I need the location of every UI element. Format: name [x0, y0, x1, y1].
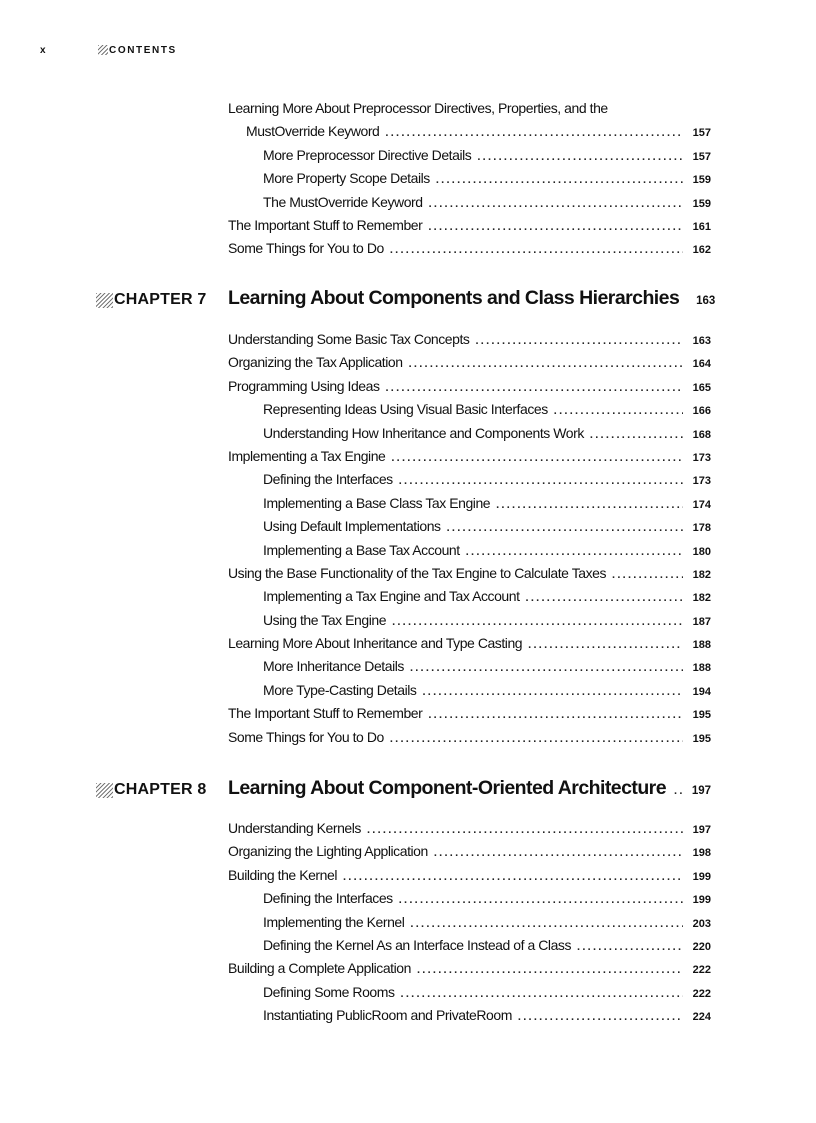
dot-leader	[399, 471, 683, 491]
toc-page-number: 182	[692, 592, 711, 605]
toc-entry-title: Implementing a Base Class Tax Engine	[263, 494, 491, 511]
toc-page-number: 166	[692, 405, 711, 418]
dot-leader	[590, 425, 683, 445]
toc-entry[interactable]	[0, 703, 816, 726]
toc-page-number: 194	[692, 685, 711, 698]
toc-entry[interactable]	[0, 727, 816, 750]
toc-entry-title: Implementing the Kernel	[263, 913, 405, 930]
toc-subentry[interactable]	[0, 912, 816, 935]
toc-entry-title: The Important Stuff to Remember	[228, 705, 423, 722]
toc-subentry[interactable]	[0, 888, 816, 911]
toc-entry-title: MustOverride Keyword	[246, 123, 380, 140]
toc-entry-title: Some Things for You to Do	[228, 240, 384, 257]
toc-entry-title: Building the Kernel	[228, 866, 337, 883]
chapter-7-heading[interactable]	[0, 287, 816, 317]
toc-entry[interactable]	[0, 865, 816, 888]
dot-leader	[434, 843, 683, 863]
toc-entry-title: Defining Some Rooms	[263, 983, 395, 1000]
dot-leader	[428, 217, 683, 237]
toc-entry[interactable]	[0, 563, 816, 586]
toc-subentry[interactable]	[0, 493, 816, 516]
toc-subentry[interactable]	[0, 586, 816, 609]
toc-entry-title: Building a Complete Application	[228, 960, 411, 977]
toc-page-number: 159	[692, 174, 711, 187]
toc-entry-title: More Type-Casting Details	[263, 681, 417, 698]
toc-page-number: 203	[692, 917, 711, 930]
dot-leader	[385, 123, 683, 143]
dot-leader	[528, 635, 683, 655]
toc-entry-title: Some Things for You to Do	[228, 728, 384, 745]
toc-section-continued	[0, 98, 816, 262]
dot-leader	[577, 937, 683, 957]
toc-page-number: 165	[692, 381, 711, 394]
toc-entry-title: Defining the Kernel As an Interface Instead of a Class	[263, 936, 572, 953]
toc-entry[interactable]	[0, 958, 816, 981]
toc-page-number: 159	[692, 197, 711, 210]
toc-subentry[interactable]	[0, 656, 816, 679]
toc-entry-title: More Preprocessor Directive Details	[263, 146, 472, 163]
toc-subentry[interactable]	[0, 423, 816, 446]
toc-entry-title: Learning More About Inheritance and Type Casting	[228, 635, 523, 652]
toc-subentry[interactable]	[0, 192, 816, 215]
toc-page-number: 188	[692, 639, 711, 652]
chapter-title: Learning About Component-Oriented Architecture	[228, 777, 667, 799]
toc-entry-title: The MustOverride Keyword	[263, 193, 423, 210]
toc-entry[interactable]	[0, 841, 816, 864]
dot-leader	[496, 495, 683, 515]
toc-subentry[interactable]	[0, 540, 816, 563]
toc-entry-title: Representing Ideas Using Visual Basic Interfaces	[263, 401, 548, 418]
toc-entry[interactable]	[0, 329, 816, 352]
chapter-number: CHAPTER 7	[114, 291, 207, 308]
dot-leader	[447, 518, 683, 538]
toc-page-number: 188	[692, 662, 711, 675]
dot-leader	[401, 984, 683, 1004]
toc-page-number: 182	[692, 568, 711, 581]
toc-page-number: 197	[692, 824, 711, 836]
toc-page-number: 220	[692, 940, 711, 953]
toc-page-number: 168	[692, 428, 711, 441]
dot-leader	[674, 785, 683, 797]
dot-leader	[399, 890, 683, 910]
dot-leader	[386, 378, 684, 398]
toc-entry-title: Understanding Some Basic Tax Concepts	[228, 331, 470, 347]
dot-leader	[367, 820, 683, 840]
toc-entry-title: Using Default Implementations	[263, 518, 441, 535]
toc-page-number: 173	[692, 475, 711, 488]
toc-entry-title: More Inheritance Details	[263, 658, 404, 675]
toc-entry[interactable]	[0, 376, 816, 399]
toc-subentry[interactable]	[0, 680, 816, 703]
toc-entry-title: Programming Using Ideas	[228, 377, 380, 394]
toc-page-number: 199	[692, 870, 711, 883]
dot-leader	[466, 542, 683, 562]
toc-page-number: 199	[692, 894, 711, 907]
toc-subentry[interactable]	[0, 168, 816, 191]
toc-page-number: 195	[692, 732, 711, 745]
toc-entry-title: Using the Base Functionality of the Tax Engine to Calculate Taxes	[228, 564, 607, 581]
dot-leader	[554, 401, 683, 421]
dot-leader	[612, 565, 683, 585]
toc-entry-title: Understanding Kernels	[228, 820, 361, 836]
toc-entry[interactable]	[0, 98, 816, 121]
toc-subentry[interactable]	[0, 399, 816, 422]
hatch-ornament-icon	[96, 783, 113, 798]
toc-page-number: 187	[692, 615, 711, 628]
toc-subentry[interactable]	[0, 516, 816, 539]
toc-entry-title: Implementing a Tax Engine and Tax Account	[263, 588, 520, 605]
toc-page-number: 164	[692, 358, 711, 371]
chapter-title: Learning About Components and Class Hierarchies	[228, 287, 680, 309]
toc-entry-title: Implementing a Tax Engine	[228, 447, 386, 464]
running-header	[40, 42, 177, 58]
toc-entry-title: Using the Tax Engine	[263, 611, 387, 628]
dot-leader	[422, 682, 683, 702]
hatch-ornament-icon	[98, 45, 108, 55]
page-folio: x	[40, 44, 46, 56]
toc-subentry[interactable]	[0, 1005, 816, 1028]
dot-leader	[392, 612, 683, 632]
toc-subentry[interactable]	[0, 935, 816, 958]
toc-entry-title: Organizing the Lighting Application	[228, 843, 428, 860]
dot-leader	[409, 354, 683, 374]
toc-page-number: 163	[696, 295, 716, 307]
toc-page-number: 157	[692, 150, 711, 163]
chapter-number: CHAPTER 8	[114, 781, 207, 798]
dot-leader	[417, 960, 683, 980]
dot-leader	[410, 658, 683, 678]
toc-page-number: 198	[692, 847, 711, 860]
dot-leader	[477, 147, 683, 167]
toc-page-number: 197	[691, 785, 711, 797]
toc-page-number: 222	[692, 987, 711, 1000]
toc-entry-continuation[interactable]	[0, 121, 816, 144]
toc-entry-title: Defining the Interfaces	[263, 471, 393, 488]
dot-leader	[410, 914, 683, 934]
toc-entry[interactable]	[0, 818, 816, 841]
toc-entry[interactable]	[0, 238, 816, 261]
toc-subentry[interactable]	[0, 610, 816, 633]
toc-entry-title: The Important Stuff to Remember	[228, 216, 423, 233]
dot-leader	[475, 331, 683, 351]
toc-entry-title: Learning More About Preprocessor Directives, Properties, and the	[228, 100, 608, 116]
toc-subentry[interactable]	[0, 469, 816, 492]
toc-page-number: 161	[692, 220, 711, 233]
toc-page-number: 195	[692, 709, 711, 722]
toc-page-number: 180	[692, 545, 711, 558]
toc-entry-title: Understanding How Inheritance and Components Work	[263, 424, 584, 441]
toc-entry-title: More Property Scope Details	[263, 170, 430, 187]
dot-leader	[390, 240, 683, 260]
dot-leader	[391, 448, 683, 468]
dot-leader	[428, 705, 683, 725]
toc-section-chapter-7	[0, 329, 816, 750]
toc-entry[interactable]	[0, 352, 816, 375]
dot-leader	[436, 170, 683, 190]
toc-section-chapter-8	[0, 818, 816, 1029]
toc-page-number: 157	[692, 127, 711, 140]
running-header-title: CONTENTS	[109, 44, 177, 56]
chapter-label	[96, 291, 206, 309]
toc-page-number: 222	[692, 964, 711, 977]
hatch-ornament-icon	[96, 293, 113, 308]
toc-page-number: 162	[692, 244, 711, 257]
dot-leader	[429, 194, 683, 214]
toc-entry-title: Implementing a Base Tax Account	[263, 541, 460, 558]
toc-entry-title: Defining the Interfaces	[263, 890, 393, 907]
toc-page-number: 173	[692, 451, 711, 464]
dot-leader	[343, 867, 683, 887]
toc-page-number: 224	[692, 1011, 711, 1024]
toc-page-number: 178	[692, 522, 711, 535]
toc-page-number: 174	[692, 498, 711, 511]
toc-entry[interactable]	[0, 633, 816, 656]
toc-subentry[interactable]	[0, 145, 816, 168]
chapter-8-heading[interactable]	[0, 777, 816, 807]
toc-entry-title: Organizing the Tax Application	[228, 354, 403, 371]
dot-leader	[526, 588, 683, 608]
toc-entry[interactable]	[0, 446, 816, 469]
toc-subentry[interactable]	[0, 982, 816, 1005]
toc-entry[interactable]	[0, 215, 816, 238]
chapter-label	[96, 781, 206, 799]
dot-leader	[518, 1007, 683, 1027]
dot-leader	[390, 729, 683, 749]
toc-entry-title: Instantiating PublicRoom and PrivateRoom	[263, 1007, 512, 1024]
toc-page-number: 163	[692, 335, 711, 347]
